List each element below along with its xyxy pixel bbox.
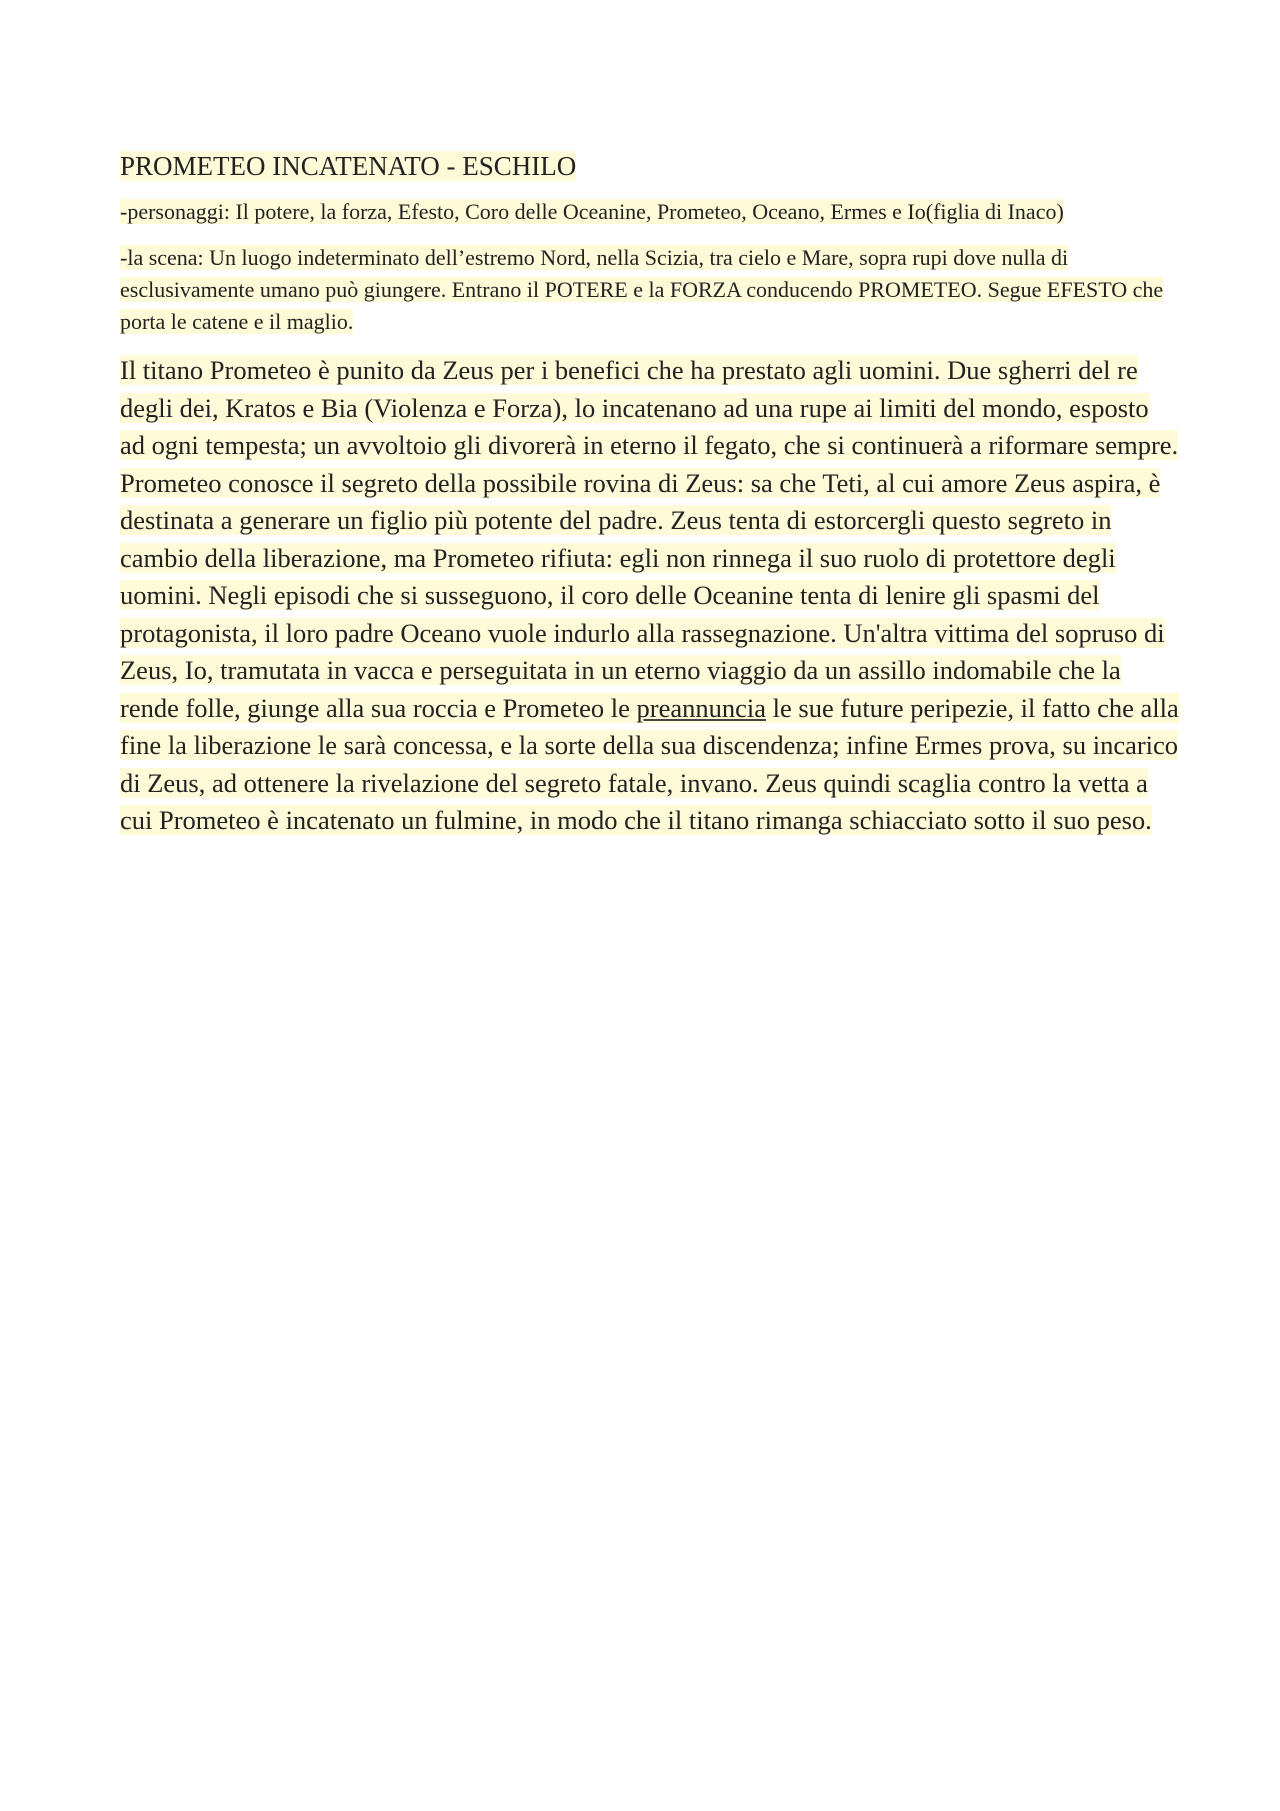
scene-text: -la scena: Un luogo indeterminato dell’estremo Nord, nella Scizia, tra cielo e Mare, sopra rupi dove nulla di esclusivamente umano può giungere. Entrano il POTERE e la FORZA conducendo PROMETEO. Segue EFESTO che porta le catene e il maglio. — [120, 245, 1164, 334]
document-body — [120, 150, 1180, 840]
summary-text-part2: le sue future peripezie, il fatto che alla fine la liberazione le sarà concessa, e la sorte della sua discendenza; infine Ermes prova, su incarico di Zeus, ad ottenere la rivelazione del segreto fatale, invano. Zeus quindi scaglia contro la vetta a cui Prometeo è incatenato un fulmine, in modo che il titano rimanga schiacciato sotto il suo peso. — [120, 692, 1179, 835]
scene-paragraph — [120, 242, 1180, 338]
title-text: PROMETEO INCATENATO - ESCHILO — [120, 151, 577, 181]
characters-paragraph — [120, 196, 1180, 228]
underlined-word: preannuncia — [636, 692, 767, 723]
summary-paragraph — [120, 352, 1180, 840]
document-title — [120, 150, 1180, 182]
characters-text: -personaggi: Il potere, la forza, Efesto, Coro delle Oceanine, Prometeo, Oceano, Ermes e Io(figlia di Inaco) — [120, 199, 1064, 224]
summary-text-part1: Il titano Prometeo è punito da Zeus per i benefici che ha prestato agli uomini. Due sgherri del re degli dei, Kratos e Bia (Violenza e Forza), lo incatenano ad una rupe ai limiti del mondo, esposto ad ogni tempesta; un avvoltoio gli divorerà in eterno il fegato, che si continuerà a riformare sempre. Prometeo conosce il segreto della possibile rovina di Zeus: sa che Teti, al cui amore Zeus aspira, è destinata a generare un figlio più potente del padre. Zeus tenta di estorcergli questo segreto in cambio della liberazione, ma Prometeo rifiuta: egli non rinnega il suo ruolo di protettore degli uomini. Negli episodi che si susseguono, il coro delle Oceanine tenta di lenire gli spasmi del protagonista, il loro padre Oceano vuole indurlo alla rassegnazione. Un'altra vittima del sopruso di Zeus, Io, tramutata in vacca e perseguitata in un eterno viaggio da un assillo indomabile che la rende folle, giunge alla sua roccia e Prometeo le — [120, 355, 1179, 723]
